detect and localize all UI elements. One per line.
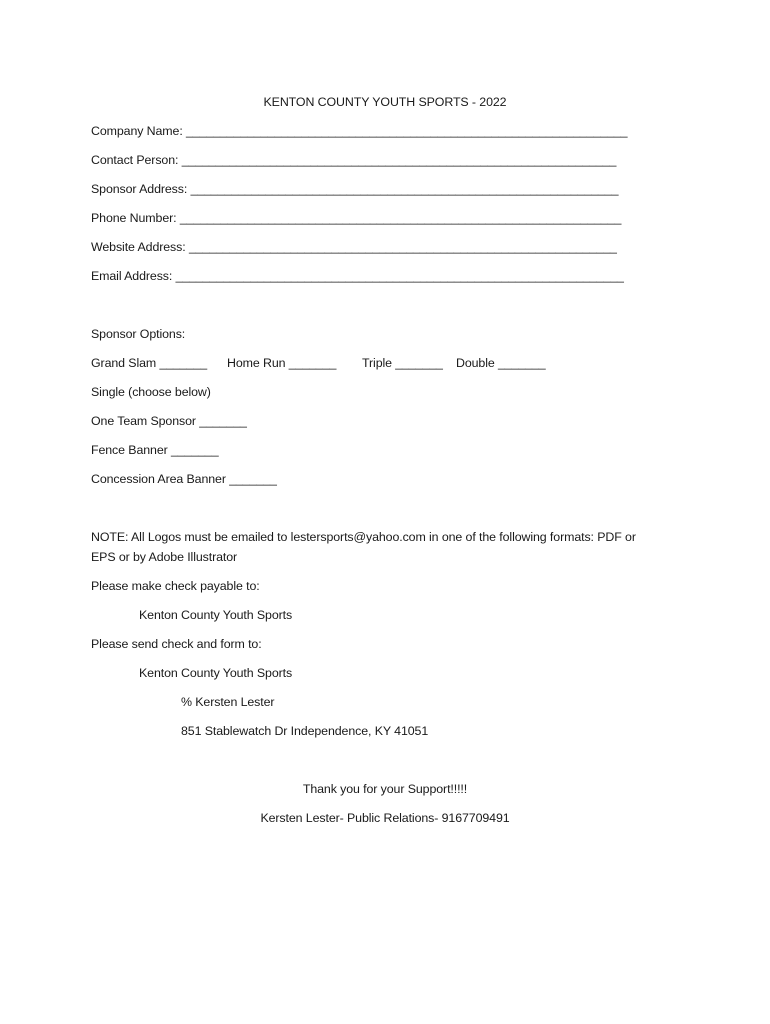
contact-line: Kersten Lester- Public Relations- 9167709491 [260,811,510,825]
contact-person-blank: ________________________________________________________________ [181,153,617,167]
sponsor-level-double: Double _______ [456,356,546,370]
note-line-1: NOTE: All Logos must be emailed to lestersports@yahoo.com in one of the following formats: PDF or [91,530,636,544]
sponsor-level-grand-slam: Grand Slam _______ [91,356,207,370]
form-title: KENTON COUNTY YOUTH SPORTS - 2022 [263,95,507,109]
website-address-label: Website Address: [91,240,186,254]
note-line-2: EPS or by Adobe Illustrator [91,550,238,564]
company-name-label: Company Name: [91,124,183,138]
sponsor-address-label: Sponsor Address: [91,182,188,196]
website-address-blank: _______________________________________________________________ [188,240,617,254]
email-address-field [91,269,624,283]
sponsor-options-heading: Sponsor Options: [91,327,186,341]
contact-person-label: Contact Person: [91,153,179,167]
company-name-field [91,124,627,138]
concession-banner-option: Concession Area Banner _______ [91,472,277,486]
send-name: Kenton County Youth Sports [139,666,293,680]
email-address-label: Email Address: [91,269,173,283]
send-address: 851 Stablewatch Dr Independence, KY 41051 [181,724,429,738]
send-attn: % Kersten Lester [181,695,275,709]
phone-number-blank: _________________________________________________________________ [179,211,622,225]
sponsor-address-field [91,182,618,196]
fence-banner-option: Fence Banner _______ [91,443,219,457]
website-address-field [91,240,617,254]
one-team-sponsor-option: One Team Sponsor _______ [91,414,247,428]
sponsor-level-triple: Triple _______ [362,356,443,370]
email-address-blank: __________________________________________________________________ [175,269,624,283]
send-label: Please send check and form to: [91,637,262,651]
payable-label: Please make check payable to: [91,579,260,593]
phone-number-field [91,211,621,225]
sponsor-level-single: Single (choose below) [91,385,211,399]
company-name-blank: _________________________________________________________________ [186,124,628,138]
sponsor-level-home-run: Home Run _______ [227,356,337,370]
sponsor-address-blank: _______________________________________________________________ [190,182,619,196]
contact-person-field [91,153,616,167]
payable-name: Kenton County Youth Sports [139,608,293,622]
phone-number-label: Phone Number: [91,211,177,225]
thank-you-line: Thank you for your Support!!!!! [302,782,468,796]
